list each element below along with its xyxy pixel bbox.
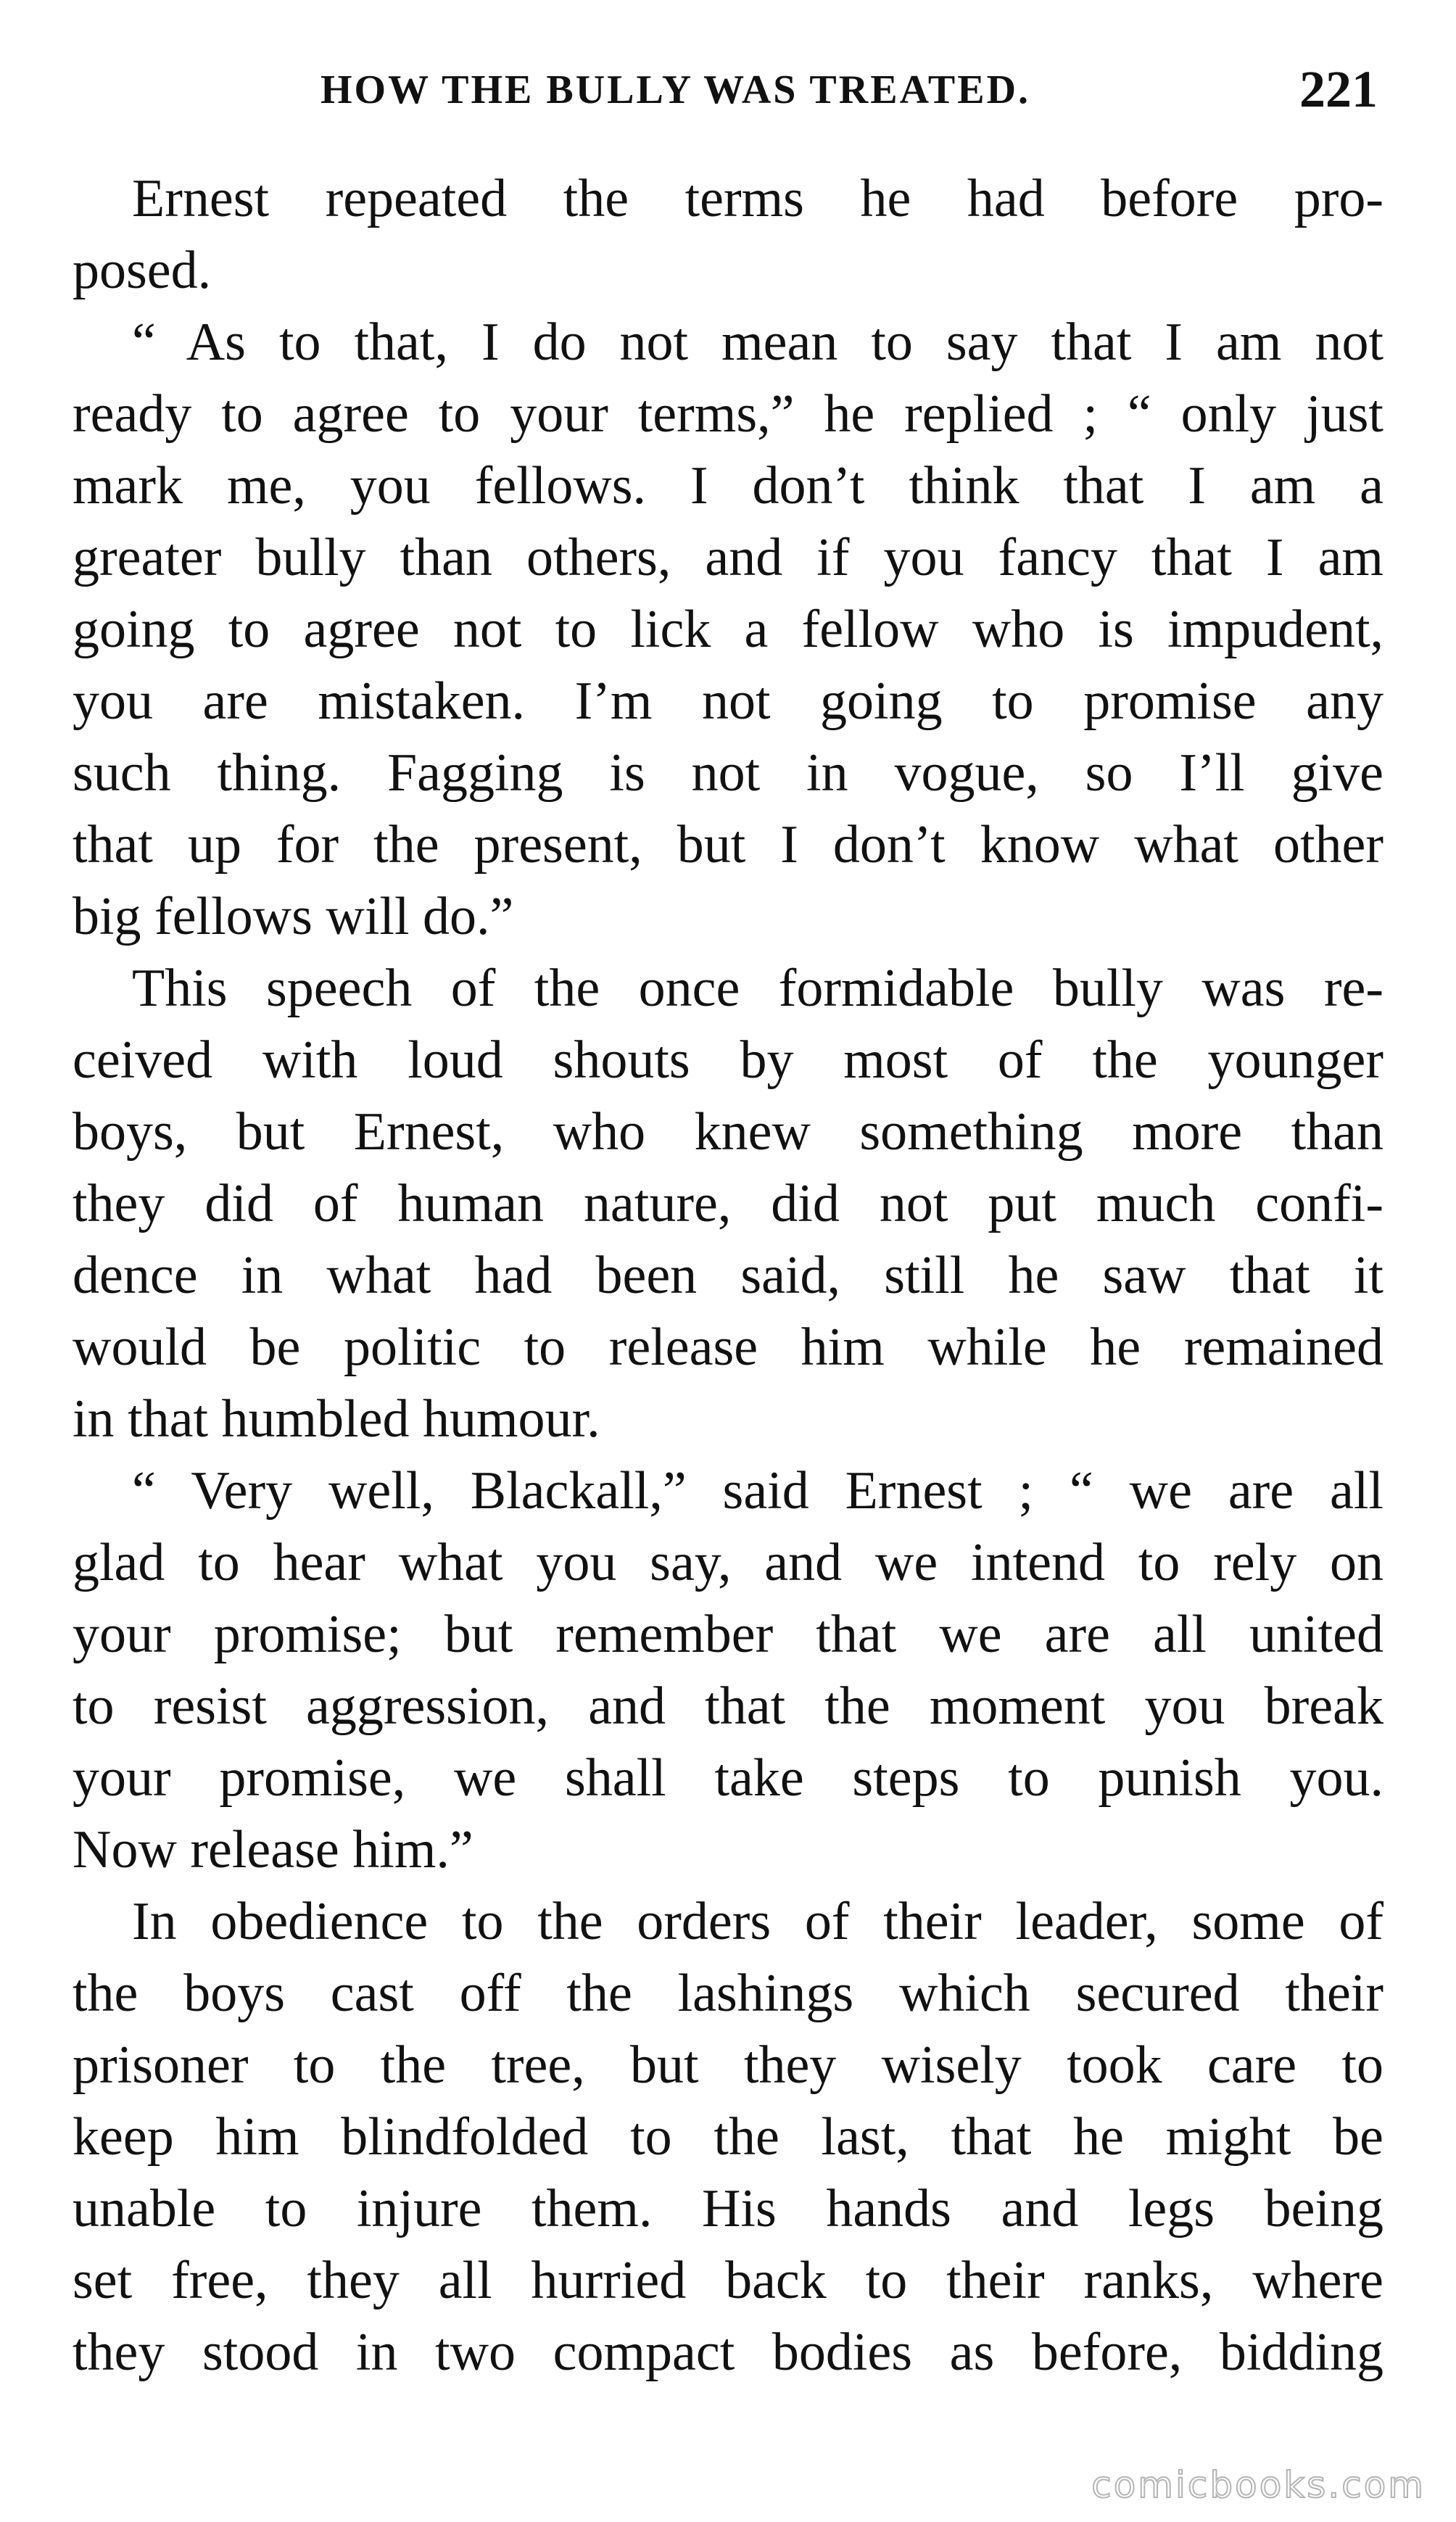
text-line: ceived with loud shouts by most of the younger xyxy=(73,1030,1383,1090)
text-line: Now release him.” xyxy=(73,1820,473,1880)
watermark: comicbooks.com xyxy=(1091,2464,1426,2506)
text-line: the boys cast off the lashings which secured their xyxy=(73,1964,1383,2023)
text-line: they stood in two compact bodies as before, bidding xyxy=(73,2323,1383,2382)
running-title: HOW THE BULLY WAS TREATED. xyxy=(320,67,1031,112)
text-line: that up for the present, but I don’t know what other xyxy=(73,815,1383,875)
page-header xyxy=(73,59,1378,139)
text-line: your promise; but remember that we are all united xyxy=(73,1605,1383,1664)
text-line: would be politic to release him while he remained xyxy=(73,1318,1383,1377)
text-line: greater bully than others, and if you fancy that I am xyxy=(73,528,1383,587)
text-line: going to agree not to lick a fellow who is impudent, xyxy=(73,600,1383,659)
text-line: boys, but Ernest, who knew something more than xyxy=(73,1102,1383,1162)
text-line: “ As to that, I do not mean to say that I am not xyxy=(132,313,1383,372)
text-line: to resist aggression, and that the moment you break xyxy=(73,1676,1383,1736)
text-line: in that humbled humour. xyxy=(73,1389,600,1449)
text-line: unable to injure them. His hands and legs being xyxy=(73,2179,1383,2238)
text-line: glad to hear what you say, and we intend to rely on xyxy=(73,1533,1383,1592)
text-line: mark me, you fellows. I don’t think that I am a xyxy=(73,456,1383,516)
text-line: Ernest repeated the terms he had before pro- xyxy=(132,169,1383,228)
page-number: 221 xyxy=(1299,60,1378,118)
text-line: posed. xyxy=(73,241,212,300)
text-line: they did of human nature, did not put much confi- xyxy=(73,1174,1383,1233)
text-line: such thing. Fagging is not in vogue, so I’ll give xyxy=(73,743,1383,803)
text-line: set free, they all hurried back to their ranks, where xyxy=(73,2251,1383,2310)
text-line: “ Very well, Blackall,” said Ernest ; “ we are all xyxy=(132,1461,1383,1521)
text-line: dence in what had been said, still he saw that it xyxy=(73,1246,1383,1305)
body-text xyxy=(73,163,1383,2389)
text-line: your promise, we shall take steps to punish you. xyxy=(73,1748,1383,1808)
text-line: you are mistaken. I’m not going to promise any xyxy=(73,671,1383,731)
text-line: In obedience to the orders of their leader, some of xyxy=(132,1892,1383,1951)
text-line: big fellows will do.” xyxy=(73,887,514,946)
text-line: prisoner to the tree, but they wisely took care to xyxy=(73,2035,1383,2095)
text-line: keep him blindfolded to the last, that he might be xyxy=(73,2107,1383,2167)
text-line: This speech of the once formidable bully was re- xyxy=(132,959,1383,1018)
text-line: ready to agree to your terms,” he replied ; “ only just xyxy=(73,384,1383,444)
